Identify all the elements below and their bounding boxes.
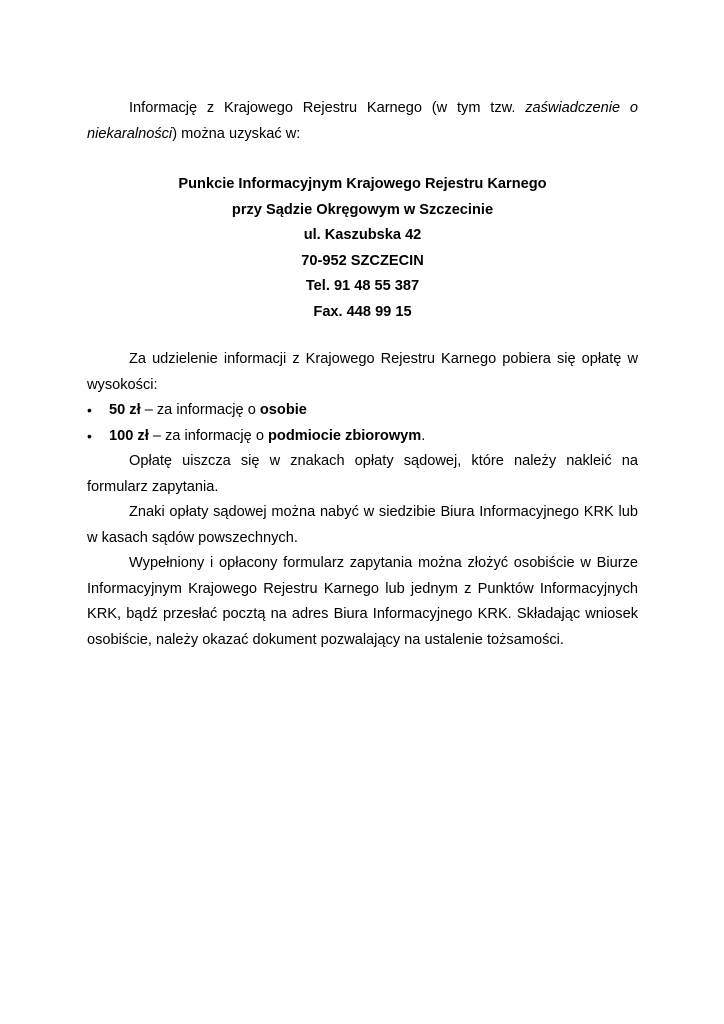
fee-subject: osobie xyxy=(259,402,307,418)
bullet-icon: • xyxy=(87,427,92,444)
list-item xyxy=(87,424,638,450)
payment-paragraph: Opłatę uiszcza się w znakach opłaty sądowej, które należy nakleić na formularz zapytania. xyxy=(87,453,638,495)
fee-subject: podmiocie zbiorowym xyxy=(268,427,422,444)
fee-amount: 100 zł xyxy=(109,427,149,444)
intro-paragraph xyxy=(87,96,638,147)
intro-text-after: ) można uzyskać w: xyxy=(172,125,301,142)
bullet-icon: • xyxy=(87,402,92,418)
address-line-court: przy Sądzie Okręgowym w Szczecinie xyxy=(231,201,494,218)
address-line-postal-city: 70-952 SZCZECIN xyxy=(301,252,424,269)
address-line-phone: Tel. 91 48 55 387 xyxy=(305,278,420,294)
address-block xyxy=(87,172,638,325)
fee-end-text: . xyxy=(421,427,426,444)
stamps-paragraph: Znaki opłaty sądowej można nabyć w siedzibie Biura Informacyjnego KRK lub w kasach sądów powszechnych. xyxy=(87,504,638,546)
address-line-office: Punkcie Informacyjnym Krajowego Rejestru Karnego xyxy=(178,176,547,192)
address-line-fax: Fax. 448 99 15 xyxy=(313,303,412,320)
fees-intro-paragraph: Za udzielenie informacji z Krajowego Rejestru Karnego pobiera się opłatę w wysokości: xyxy=(87,351,638,393)
intro-italic-term: zaświadczenie o niekaralności xyxy=(87,100,638,142)
fees-list xyxy=(87,398,638,449)
fees-section xyxy=(87,347,638,653)
list-item xyxy=(87,398,638,424)
intro-text-before: Informację z Krajowego Rejestru Karnego (w tym tzw. xyxy=(129,100,526,116)
fee-middle-text: – za informację o xyxy=(140,402,260,418)
intro-section xyxy=(87,96,638,147)
fee-middle-text: – za informację o xyxy=(148,427,269,444)
address-line-street: ul. Kaszubska 42 xyxy=(303,227,422,243)
fee-amount: 50 zł xyxy=(109,402,141,418)
submission-paragraph: Wypełniony i opłacony formularz zapytania można złożyć osobiście w Biurze Informacyjnym Krajowego Rejestru Karnego lub jednym z Punktów Informacyjnych KRK, bądź przesłać pocztą na adres Biura Informacyjnego KRK. Składając wniosek osobiście, należy okazać dokument pozwalający na ustalenie tożsamości. xyxy=(87,555,638,648)
